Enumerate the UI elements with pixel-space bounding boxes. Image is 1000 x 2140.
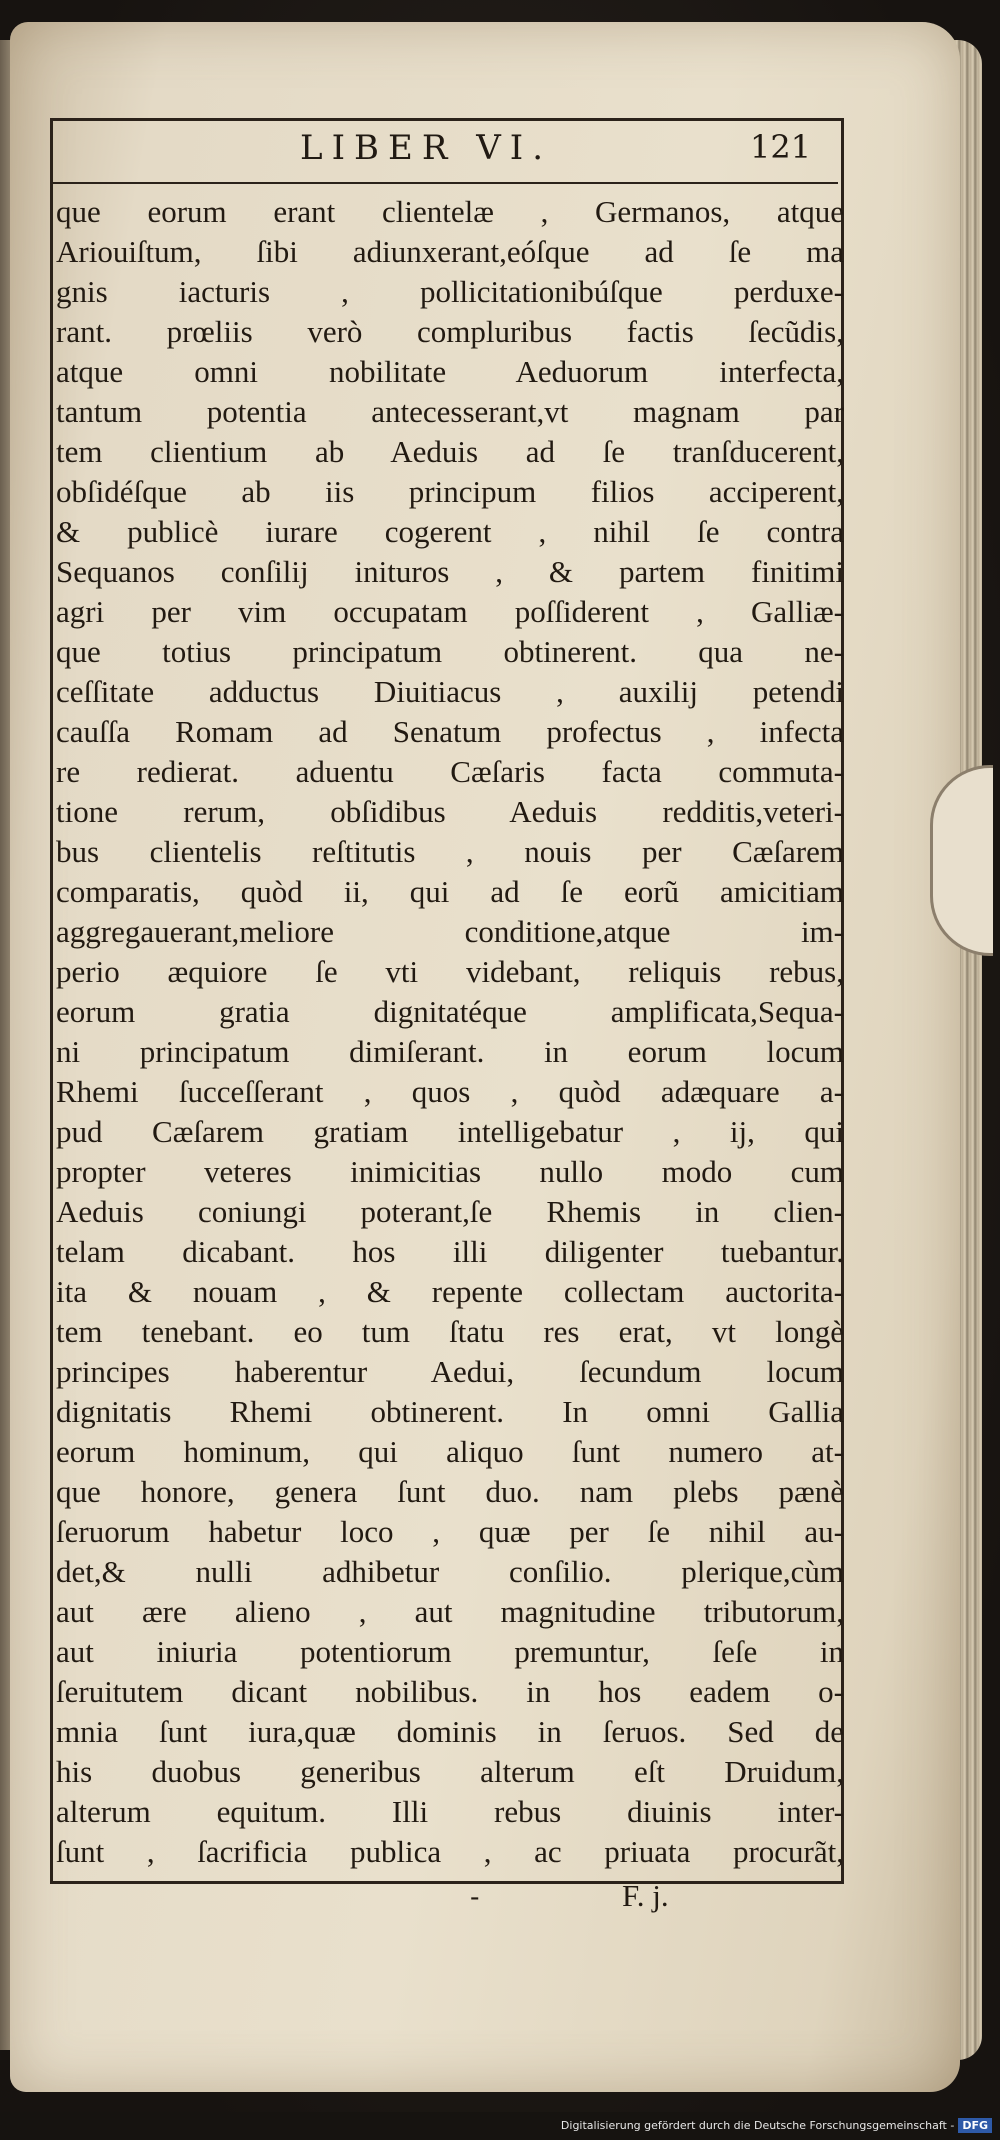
- text-line: Aeduis coniungi poterant,ſe Rhemis in clien-: [56, 1194, 844, 1229]
- signature-mark: F. j.: [622, 1878, 669, 1913]
- dash-mark: -: [470, 1880, 480, 1913]
- text-line: eorum hominum, qui aliquo ſunt numero at-: [56, 1434, 844, 1469]
- text-line: Sequanos conſilij inituros , & partem finitimi: [56, 554, 844, 589]
- text-line: principes haberentur Aedui, ſecundum locum: [56, 1354, 844, 1389]
- running-head: LIBER VI.: [300, 128, 553, 168]
- text-line: comparatis, quòd ii, qui ad ſe eorũ amicitiam: [56, 874, 844, 909]
- text-line: que honore, genera ſunt duo. nam plebs pænè: [56, 1474, 844, 1509]
- text-line: agri per vim occupatam poſſiderent , Galliæ-: [56, 594, 844, 629]
- text-line: tantum potentia antecesserant,vt magnam par: [56, 394, 844, 429]
- text-line: telam dicabant. hos illi diligenter tuebantur.: [56, 1234, 844, 1269]
- dfg-logo: DFG: [958, 2118, 992, 2133]
- text-line: Ariouiſtum, ſibi adiunxerant,eóſque ad ſe ma: [56, 234, 844, 269]
- text-line: ſeruitutem dicant nobilibus. in hos eadem o-: [56, 1674, 844, 1709]
- page-number: 121: [750, 128, 812, 166]
- text-line: tem clientium ab Aeduis ad ſe tranſducerent,: [56, 434, 844, 469]
- text-line: gnis iacturis , pollicitationibúſque perduxe-: [56, 274, 844, 309]
- text-line: que eorum erant clientelæ , Germanos, atque: [56, 194, 844, 229]
- text-line: det,& nulli adhibetur conſilio. plerique,cùm: [56, 1554, 844, 1589]
- thumb-index-tab: [930, 765, 993, 956]
- text-line: ni principatum dimiſerant. in eorum locum: [56, 1034, 844, 1069]
- text-line: ſunt , ſacrificia publica , ac priuata procurãt,: [56, 1834, 844, 1869]
- text-line: tem tenebant. eo tum ſtatu res erat, vt longè: [56, 1314, 844, 1349]
- text-line: atque omni nobilitate Aeduorum interfecta,: [56, 354, 844, 389]
- text-line: aggregauerant,meliore conditione,atque im-: [56, 914, 844, 949]
- text-line: re redierat. aduentu Cæſaris facta commuta-: [56, 754, 844, 789]
- header-rule: [50, 182, 838, 184]
- text-line: rant. prœliis verò compluribus factis ſecũdis,: [56, 314, 844, 349]
- text-line: alterum equitum. Illi rebus diuinis inter-: [56, 1794, 844, 1829]
- text-line: pud Cæſarem gratiam intelligebatur , ij, qui: [56, 1114, 844, 1149]
- text-line: que totius principatum obtinerent. qua ne-: [56, 634, 844, 669]
- digitization-credit: [561, 2118, 992, 2133]
- text-line: ſeruorum habetur loco , quæ per ſe nihil au-: [56, 1514, 844, 1549]
- credit-text: Digitalisierung gefördert durch die Deutsche Forschungsgemeinschaft -: [560, 2119, 955, 2132]
- text-line: perio æquiore ſe vti videbant, reliquis rebus,: [56, 954, 844, 989]
- text-line: aut iniuria potentiorum premuntur, ſeſe in: [56, 1634, 844, 1669]
- text-line: mnia ſunt iura,quæ dominis in ſeruos. Sed de: [56, 1714, 844, 1749]
- text-line: cauſſa Romam ad Senatum profectus , infecta: [56, 714, 844, 749]
- text-line: propter veteres inimicitias nullo modo cum: [56, 1154, 844, 1189]
- text-line: aut ære alieno , aut magnitudine tributorum,: [56, 1594, 844, 1629]
- body-text: [56, 192, 844, 1872]
- text-line: obſidéſque ab iis principum filios acciperent,: [56, 474, 844, 509]
- text-line: ceſſitate adductus Diuitiacus , auxilij petendi: [56, 674, 844, 709]
- text-line: dignitatis Rhemi obtinerent. In omni Gallia: [56, 1394, 844, 1429]
- text-line: & publicè iurare cogerent , nihil ſe contra: [56, 514, 844, 549]
- text-line: ita & nouam , & repente collectam auctorita-: [56, 1274, 844, 1309]
- text-line: Rhemi ſucceſſerant , quos , quòd adæquare a-: [56, 1074, 844, 1109]
- text-line: bus clientelis reſtitutis , nouis per Cæſarem: [56, 834, 844, 869]
- text-line: eorum gratia dignitatéque amplificata,Sequa-: [56, 994, 844, 1029]
- text-line: his duobus generibus alterum eſt Druidum,: [56, 1754, 844, 1789]
- text-line: tione rerum, obſidibus Aeduis redditis,veteri-: [56, 794, 844, 829]
